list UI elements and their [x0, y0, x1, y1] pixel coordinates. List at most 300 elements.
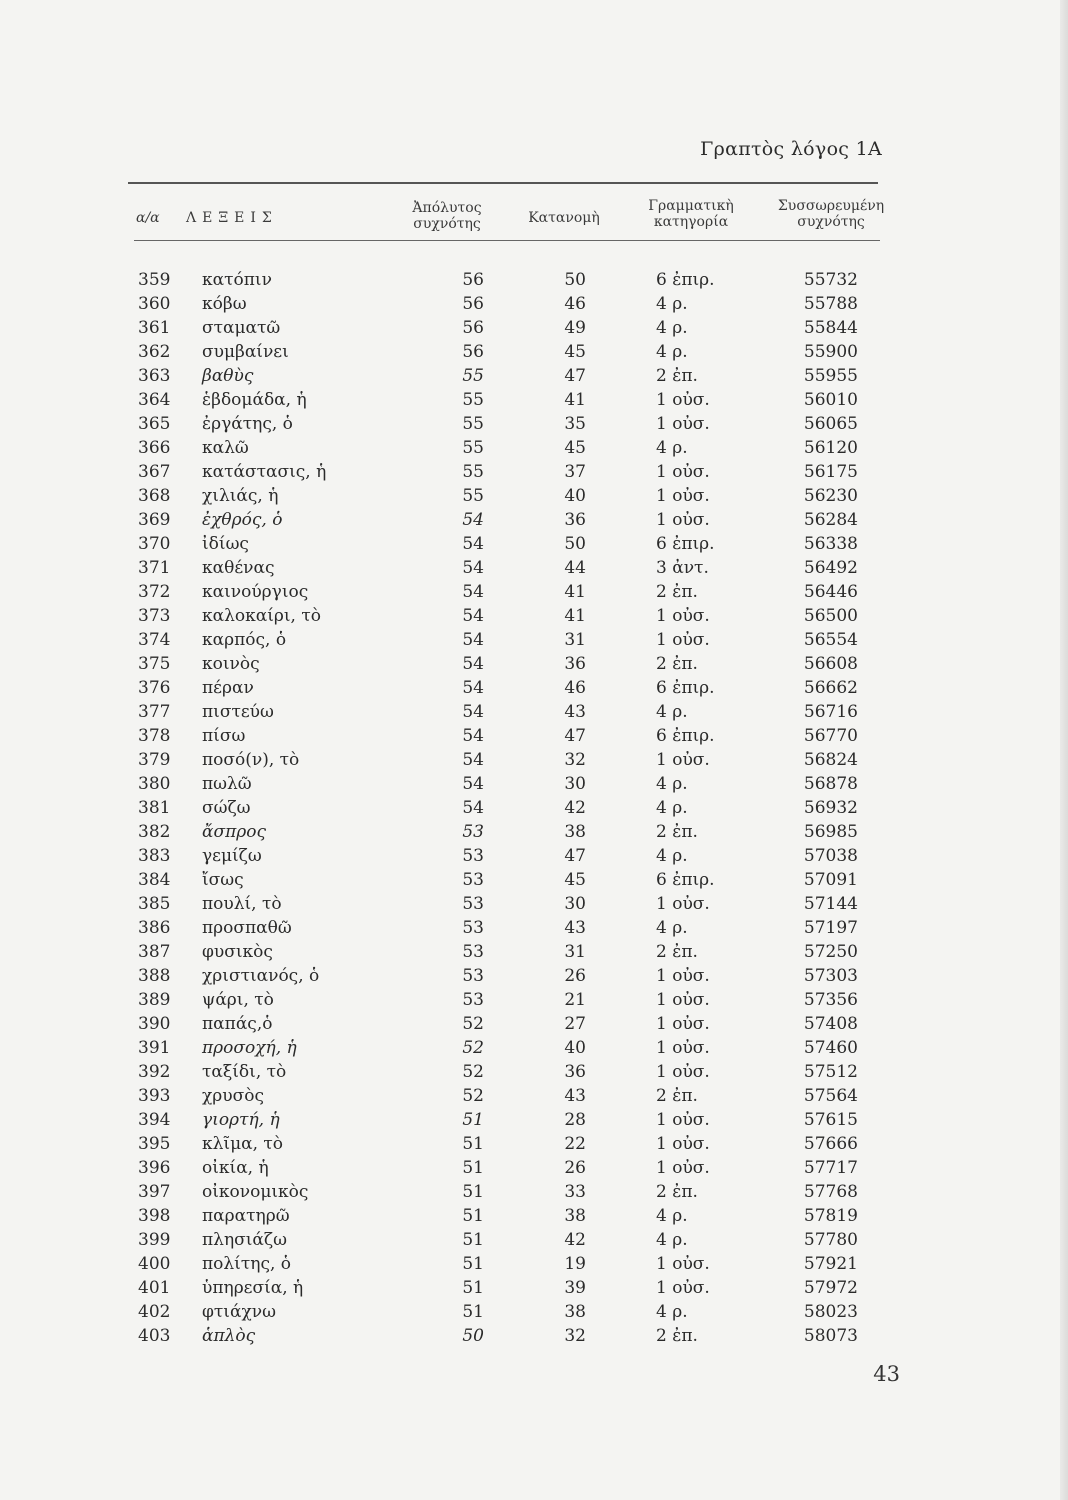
row-word: ἐχθρός, ὁ — [202, 510, 283, 530]
table-row — [0, 676, 1068, 700]
table-row — [0, 796, 1068, 820]
row-absolute-frequency: 54 — [462, 798, 484, 818]
row-distribution: 39 — [564, 1278, 586, 1298]
row-distribution: 44 — [564, 558, 586, 578]
row-absolute-frequency: 54 — [462, 702, 484, 722]
row-grammatical-category: 1 οὐσ. — [656, 510, 710, 530]
row-number: 397 — [138, 1182, 171, 1202]
row-cumulative-frequency: 57972 — [803, 1278, 858, 1298]
row-grammatical-category: 4 ρ. — [656, 774, 688, 794]
row-grammatical-category: 6 ἐπιρ. — [656, 534, 715, 554]
row-distribution: 42 — [564, 798, 586, 818]
row-cumulative-frequency: 56284 — [803, 510, 858, 530]
row-cumulative-frequency: 56010 — [803, 390, 858, 410]
table-row — [0, 1324, 1068, 1348]
row-word: ἁπλὸς — [202, 1326, 256, 1346]
row-grammatical-category: 2 ἐπ. — [656, 1086, 698, 1106]
table-row — [0, 580, 1068, 604]
row-cumulative-frequency: 57303 — [803, 966, 858, 986]
row-number: 395 — [138, 1134, 171, 1154]
row-distribution: 32 — [564, 750, 586, 770]
table-row — [0, 292, 1068, 316]
header-cumulative-frequency: Συσσωρευμένη συχνότης — [777, 198, 885, 230]
row-word: πουλί, τὸ — [202, 894, 282, 914]
row-absolute-frequency: 55 — [462, 414, 484, 434]
row-word: παπάς,ὁ — [202, 1014, 273, 1034]
table-row — [0, 532, 1068, 556]
row-distribution: 36 — [564, 510, 586, 530]
row-word: χριστιανός, ὁ — [202, 966, 320, 986]
row-word: ἄσπρος — [202, 822, 267, 842]
row-absolute-frequency: 54 — [462, 510, 484, 530]
table-row — [0, 1060, 1068, 1084]
row-grammatical-category: 2 ἐπ. — [656, 942, 698, 962]
row-distribution: 47 — [564, 846, 586, 866]
row-grammatical-category: 1 οὐσ. — [656, 606, 710, 626]
row-word: ταξίδι, τὸ — [202, 1062, 287, 1082]
row-number: 364 — [138, 390, 171, 410]
row-word: πολίτης, ὁ — [202, 1254, 292, 1274]
row-number: 361 — [138, 318, 171, 338]
row-cumulative-frequency: 56824 — [803, 750, 858, 770]
row-cumulative-frequency: 55788 — [803, 294, 858, 314]
table-row — [0, 1156, 1068, 1180]
row-word: παρατηρῶ — [202, 1206, 290, 1226]
row-word: καθένας — [202, 558, 275, 578]
row-distribution: 26 — [564, 966, 586, 986]
table-row — [0, 556, 1068, 580]
row-cumulative-frequency: 57038 — [803, 846, 858, 866]
row-number: 360 — [138, 294, 171, 314]
row-grammatical-category: 1 οὐσ. — [656, 1134, 710, 1154]
row-number: 377 — [138, 702, 171, 722]
table-header-rule — [134, 240, 880, 241]
row-word: καλῶ — [202, 438, 249, 458]
row-word: πλησιάζω — [202, 1230, 287, 1250]
row-number: 372 — [138, 582, 171, 602]
row-cumulative-frequency: 57780 — [803, 1230, 858, 1250]
table-row — [0, 388, 1068, 412]
row-word: πιστεύω — [202, 702, 274, 722]
row-cumulative-frequency: 57768 — [803, 1182, 858, 1202]
table-row — [0, 652, 1068, 676]
row-grammatical-category: 4 ρ. — [656, 846, 688, 866]
row-distribution: 32 — [564, 1326, 586, 1346]
row-grammatical-category: 4 ρ. — [656, 918, 688, 938]
row-number: 376 — [138, 678, 171, 698]
row-word: ψάρι, τὸ — [202, 990, 274, 1010]
row-number: 363 — [138, 366, 171, 386]
row-distribution: 43 — [564, 702, 586, 722]
row-cumulative-frequency: 55732 — [803, 270, 858, 290]
row-word: σταματῶ — [202, 318, 281, 338]
row-grammatical-category: 4 ρ. — [656, 438, 688, 458]
row-distribution: 38 — [564, 1206, 586, 1226]
table-row — [0, 844, 1068, 868]
row-word: φτιάχνω — [202, 1302, 276, 1322]
row-absolute-frequency: 53 — [462, 942, 484, 962]
row-word: ὑπηρεσία, ἡ — [202, 1278, 304, 1298]
row-cumulative-frequency: 57921 — [803, 1254, 858, 1274]
row-word: οἰκία, ἡ — [202, 1158, 269, 1178]
table-row — [0, 1300, 1068, 1324]
row-number: 367 — [138, 462, 171, 482]
row-distribution: 46 — [564, 678, 586, 698]
row-grammatical-category: 1 οὐσ. — [656, 894, 710, 914]
row-word: καρπός, ὁ — [202, 630, 287, 650]
row-number: 399 — [138, 1230, 171, 1250]
row-word: σώζω — [202, 798, 251, 818]
row-cumulative-frequency: 56065 — [803, 414, 858, 434]
row-cumulative-frequency: 57197 — [803, 918, 858, 938]
row-distribution: 27 — [564, 1014, 586, 1034]
row-grammatical-category: 1 οὐσ. — [656, 750, 710, 770]
row-grammatical-category: 1 οὐσ. — [656, 1014, 710, 1034]
row-grammatical-category: 1 οὐσ. — [656, 630, 710, 650]
row-number: 374 — [138, 630, 171, 650]
row-cumulative-frequency: 57717 — [803, 1158, 858, 1178]
table-row — [0, 820, 1068, 844]
row-cumulative-frequency: 56716 — [803, 702, 858, 722]
row-number: 383 — [138, 846, 171, 866]
row-cumulative-frequency: 56932 — [803, 798, 858, 818]
table-row — [0, 508, 1068, 532]
table-row — [0, 772, 1068, 796]
row-absolute-frequency: 51 — [462, 1254, 484, 1274]
row-word: προσπαθῶ — [202, 918, 292, 938]
table-row — [0, 340, 1068, 364]
header-grammatical-category: Γραμματικὴ κατηγορία — [648, 198, 734, 230]
row-number: 382 — [138, 822, 171, 842]
row-grammatical-category: 4 ρ. — [656, 1206, 688, 1226]
row-cumulative-frequency: 56878 — [803, 774, 858, 794]
row-word: χρυσὸς — [202, 1086, 264, 1106]
table-row — [0, 1228, 1068, 1252]
row-grammatical-category: 1 οὐσ. — [656, 1158, 710, 1178]
row-distribution: 35 — [564, 414, 586, 434]
row-word: καλοκαίρι, τὸ — [202, 606, 321, 626]
table-row — [0, 1252, 1068, 1276]
table-row — [0, 628, 1068, 652]
row-absolute-frequency: 54 — [462, 606, 484, 626]
row-number: 381 — [138, 798, 171, 818]
row-distribution: 45 — [564, 438, 586, 458]
row-absolute-frequency: 55 — [462, 438, 484, 458]
row-number: 365 — [138, 414, 171, 434]
row-distribution: 46 — [564, 294, 586, 314]
row-distribution: 41 — [564, 606, 586, 626]
table-row — [0, 916, 1068, 940]
row-grammatical-category: 4 ρ. — [656, 702, 688, 722]
row-distribution: 36 — [564, 654, 586, 674]
row-number: 400 — [138, 1254, 171, 1274]
row-cumulative-frequency: 56175 — [803, 462, 858, 482]
row-grammatical-category: 4 ρ. — [656, 1230, 688, 1250]
row-cumulative-frequency: 58073 — [803, 1326, 858, 1346]
row-word: συμβαίνει — [202, 342, 289, 362]
row-cumulative-frequency: 57408 — [803, 1014, 858, 1034]
row-cumulative-frequency: 56338 — [803, 534, 858, 554]
row-absolute-frequency: 55 — [462, 462, 484, 482]
row-number: 387 — [138, 942, 171, 962]
row-distribution: 26 — [564, 1158, 586, 1178]
row-grammatical-category: 2 ἐπ. — [656, 654, 698, 674]
row-grammatical-category: 1 οὐσ. — [656, 990, 710, 1010]
row-distribution: 43 — [564, 918, 586, 938]
row-cumulative-frequency: 57460 — [803, 1038, 858, 1058]
row-number: 398 — [138, 1206, 171, 1226]
row-cumulative-frequency: 57666 — [803, 1134, 858, 1154]
row-distribution: 40 — [564, 486, 586, 506]
row-grammatical-category: 4 ρ. — [656, 798, 688, 818]
row-cumulative-frequency: 56446 — [803, 582, 858, 602]
row-distribution: 50 — [564, 270, 586, 290]
row-absolute-frequency: 54 — [462, 750, 484, 770]
row-number: 393 — [138, 1086, 171, 1106]
row-absolute-frequency: 56 — [462, 318, 484, 338]
row-word: κοινὸς — [202, 654, 260, 674]
row-number: 403 — [138, 1326, 171, 1346]
row-grammatical-category: 1 οὐσ. — [656, 1110, 710, 1130]
row-grammatical-category: 6 ἐπιρ. — [656, 678, 715, 698]
table-row — [0, 1108, 1068, 1132]
row-grammatical-category: 1 οὐσ. — [656, 966, 710, 986]
row-absolute-frequency: 56 — [462, 342, 484, 362]
table-row — [0, 604, 1068, 628]
table-row — [0, 892, 1068, 916]
row-grammatical-category: 2 ἐπ. — [656, 1326, 698, 1346]
row-cumulative-frequency: 55844 — [803, 318, 858, 338]
row-absolute-frequency: 51 — [462, 1158, 484, 1178]
row-number: 392 — [138, 1062, 171, 1082]
row-distribution: 30 — [564, 774, 586, 794]
row-word: χιλιάς, ἡ — [202, 486, 279, 506]
row-number: 370 — [138, 534, 171, 554]
row-cumulative-frequency: 57250 — [803, 942, 858, 962]
table-row — [0, 268, 1068, 292]
row-word: πέραν — [202, 678, 254, 698]
row-number: 396 — [138, 1158, 171, 1178]
page-number: 43 — [873, 1362, 900, 1386]
row-word: κατάστασις, ἡ — [202, 462, 327, 482]
table-row — [0, 316, 1068, 340]
row-absolute-frequency: 56 — [462, 270, 484, 290]
row-number: 394 — [138, 1110, 171, 1130]
row-number: 380 — [138, 774, 171, 794]
row-grammatical-category: 3 ἀντ. — [656, 558, 709, 578]
row-absolute-frequency: 53 — [462, 966, 484, 986]
row-distribution: 30 — [564, 894, 586, 914]
row-number: 371 — [138, 558, 171, 578]
header-aa: α/α — [136, 210, 160, 226]
row-absolute-frequency: 52 — [462, 1062, 484, 1082]
row-absolute-frequency: 54 — [462, 774, 484, 794]
running-head: Γραπτὸς λόγος 1Α — [700, 138, 882, 160]
row-absolute-frequency: 54 — [462, 582, 484, 602]
row-distribution: 38 — [564, 1302, 586, 1322]
row-word: κλῖμα, τὸ — [202, 1134, 284, 1154]
table-row — [0, 460, 1068, 484]
row-distribution: 36 — [564, 1062, 586, 1082]
row-distribution: 50 — [564, 534, 586, 554]
row-absolute-frequency: 52 — [462, 1038, 484, 1058]
row-absolute-frequency: 54 — [462, 654, 484, 674]
row-grammatical-category: 1 οὐσ. — [656, 486, 710, 506]
row-cumulative-frequency: 55900 — [803, 342, 858, 362]
row-number: 388 — [138, 966, 171, 986]
row-absolute-frequency: 51 — [462, 1230, 484, 1250]
row-distribution: 37 — [564, 462, 586, 482]
row-word: ἰδίως — [202, 534, 249, 554]
row-grammatical-category: 2 ἐπ. — [656, 366, 698, 386]
row-absolute-frequency: 55 — [462, 366, 484, 386]
row-distribution: 49 — [564, 318, 586, 338]
row-absolute-frequency: 53 — [462, 846, 484, 866]
table-row — [0, 748, 1068, 772]
row-grammatical-category: 2 ἐπ. — [656, 1182, 698, 1202]
row-distribution: 41 — [564, 390, 586, 410]
row-absolute-frequency: 54 — [462, 534, 484, 554]
row-absolute-frequency: 53 — [462, 894, 484, 914]
row-word: πίσω — [202, 726, 246, 746]
row-absolute-frequency: 55 — [462, 390, 484, 410]
row-distribution: 28 — [564, 1110, 586, 1130]
row-distribution: 41 — [564, 582, 586, 602]
row-grammatical-category: 6 ἐπιρ. — [656, 870, 715, 890]
row-absolute-frequency: 51 — [462, 1134, 484, 1154]
table-top-rule — [128, 182, 878, 184]
table-row — [0, 1132, 1068, 1156]
row-grammatical-category: 1 οὐσ. — [656, 1038, 710, 1058]
row-cumulative-frequency: 56608 — [803, 654, 858, 674]
row-number: 391 — [138, 1038, 171, 1058]
row-grammatical-category: 1 οὐσ. — [656, 1062, 710, 1082]
row-word: ἐργάτης, ὁ — [202, 414, 293, 434]
row-word: καινούργιος — [202, 582, 309, 602]
row-absolute-frequency: 54 — [462, 678, 484, 698]
table-row — [0, 700, 1068, 724]
row-cumulative-frequency: 56770 — [803, 726, 858, 746]
row-grammatical-category: 1 οὐσ. — [656, 414, 710, 434]
row-distribution: 31 — [564, 630, 586, 650]
row-word: ποσό(ν), τὸ — [202, 750, 300, 770]
row-number: 362 — [138, 342, 171, 362]
row-number: 384 — [138, 870, 171, 890]
table-row — [0, 1276, 1068, 1300]
row-distribution: 22 — [564, 1134, 586, 1154]
row-distribution: 45 — [564, 870, 586, 890]
row-grammatical-category: 4 ρ. — [656, 342, 688, 362]
row-distribution: 31 — [564, 942, 586, 962]
row-grammatical-category: 6 ἐπιρ. — [656, 270, 715, 290]
row-distribution: 47 — [564, 726, 586, 746]
table-row — [0, 940, 1068, 964]
header-absolute-frequency: Ἀπόλυτος συχνότης — [412, 200, 482, 232]
row-word: ἑβδομάδα, ἡ — [202, 390, 307, 410]
row-absolute-frequency: 51 — [462, 1182, 484, 1202]
row-cumulative-frequency: 57144 — [803, 894, 858, 914]
row-word: οἰκονομικὸς — [202, 1182, 309, 1202]
row-distribution: 21 — [564, 990, 586, 1010]
row-number: 368 — [138, 486, 171, 506]
table-row — [0, 1204, 1068, 1228]
row-absolute-frequency: 53 — [462, 870, 484, 890]
row-cumulative-frequency: 58023 — [803, 1302, 858, 1322]
row-grammatical-category: 1 οὐσ. — [656, 462, 710, 482]
row-distribution: 38 — [564, 822, 586, 842]
row-cumulative-frequency: 56554 — [803, 630, 858, 650]
table-row — [0, 964, 1068, 988]
row-number: 379 — [138, 750, 171, 770]
row-absolute-frequency: 53 — [462, 918, 484, 938]
row-word: ἴσως — [202, 870, 244, 890]
table-row — [0, 1012, 1068, 1036]
row-number: 366 — [138, 438, 171, 458]
row-cumulative-frequency: 56985 — [803, 822, 858, 842]
row-word: βαθὺς — [202, 366, 254, 386]
row-grammatical-category: 4 ρ. — [656, 294, 688, 314]
row-cumulative-frequency: 56492 — [803, 558, 858, 578]
row-absolute-frequency: 54 — [462, 630, 484, 650]
row-absolute-frequency: 56 — [462, 294, 484, 314]
row-word: φυσικὸς — [202, 942, 273, 962]
table-row — [0, 1180, 1068, 1204]
row-word: κόβω — [202, 294, 247, 314]
row-number: 378 — [138, 726, 171, 746]
row-grammatical-category: 2 ἐπ. — [656, 822, 698, 842]
row-cumulative-frequency: 57564 — [803, 1086, 858, 1106]
row-absolute-frequency: 52 — [462, 1014, 484, 1034]
table-row — [0, 868, 1068, 892]
row-absolute-frequency: 52 — [462, 1086, 484, 1106]
table-row — [0, 1036, 1068, 1060]
row-word: κατόπιν — [202, 270, 272, 290]
row-cumulative-frequency: 56662 — [803, 678, 858, 698]
table-row — [0, 724, 1068, 748]
table-row — [0, 412, 1068, 436]
row-grammatical-category: 1 οὐσ. — [656, 390, 710, 410]
row-word: γιορτή, ἡ — [202, 1110, 280, 1130]
row-cumulative-frequency: 57356 — [803, 990, 858, 1010]
row-distribution: 40 — [564, 1038, 586, 1058]
table-row — [0, 364, 1068, 388]
row-number: 359 — [138, 270, 171, 290]
row-cumulative-frequency: 56120 — [803, 438, 858, 458]
row-grammatical-category: 1 οὐσ. — [656, 1278, 710, 1298]
row-cumulative-frequency: 56230 — [803, 486, 858, 506]
row-absolute-frequency: 54 — [462, 726, 484, 746]
row-number: 373 — [138, 606, 171, 626]
row-absolute-frequency: 53 — [462, 990, 484, 1010]
row-absolute-frequency: 51 — [462, 1110, 484, 1130]
header-lexeis: ΛΕΞΕΙΣ — [186, 210, 278, 226]
row-grammatical-category: 1 οὐσ. — [656, 1254, 710, 1274]
row-absolute-frequency: 51 — [462, 1206, 484, 1226]
row-distribution: 19 — [564, 1254, 586, 1274]
row-cumulative-frequency: 55955 — [803, 366, 858, 386]
row-cumulative-frequency: 57615 — [803, 1110, 858, 1130]
row-distribution: 47 — [564, 366, 586, 386]
row-absolute-frequency: 50 — [462, 1326, 484, 1346]
row-cumulative-frequency: 57091 — [803, 870, 858, 890]
row-distribution: 45 — [564, 342, 586, 362]
row-number: 375 — [138, 654, 171, 674]
row-distribution: 43 — [564, 1086, 586, 1106]
table-row — [0, 1084, 1068, 1108]
table-row — [0, 988, 1068, 1012]
row-grammatical-category: 2 ἐπ. — [656, 582, 698, 602]
row-number: 390 — [138, 1014, 171, 1034]
